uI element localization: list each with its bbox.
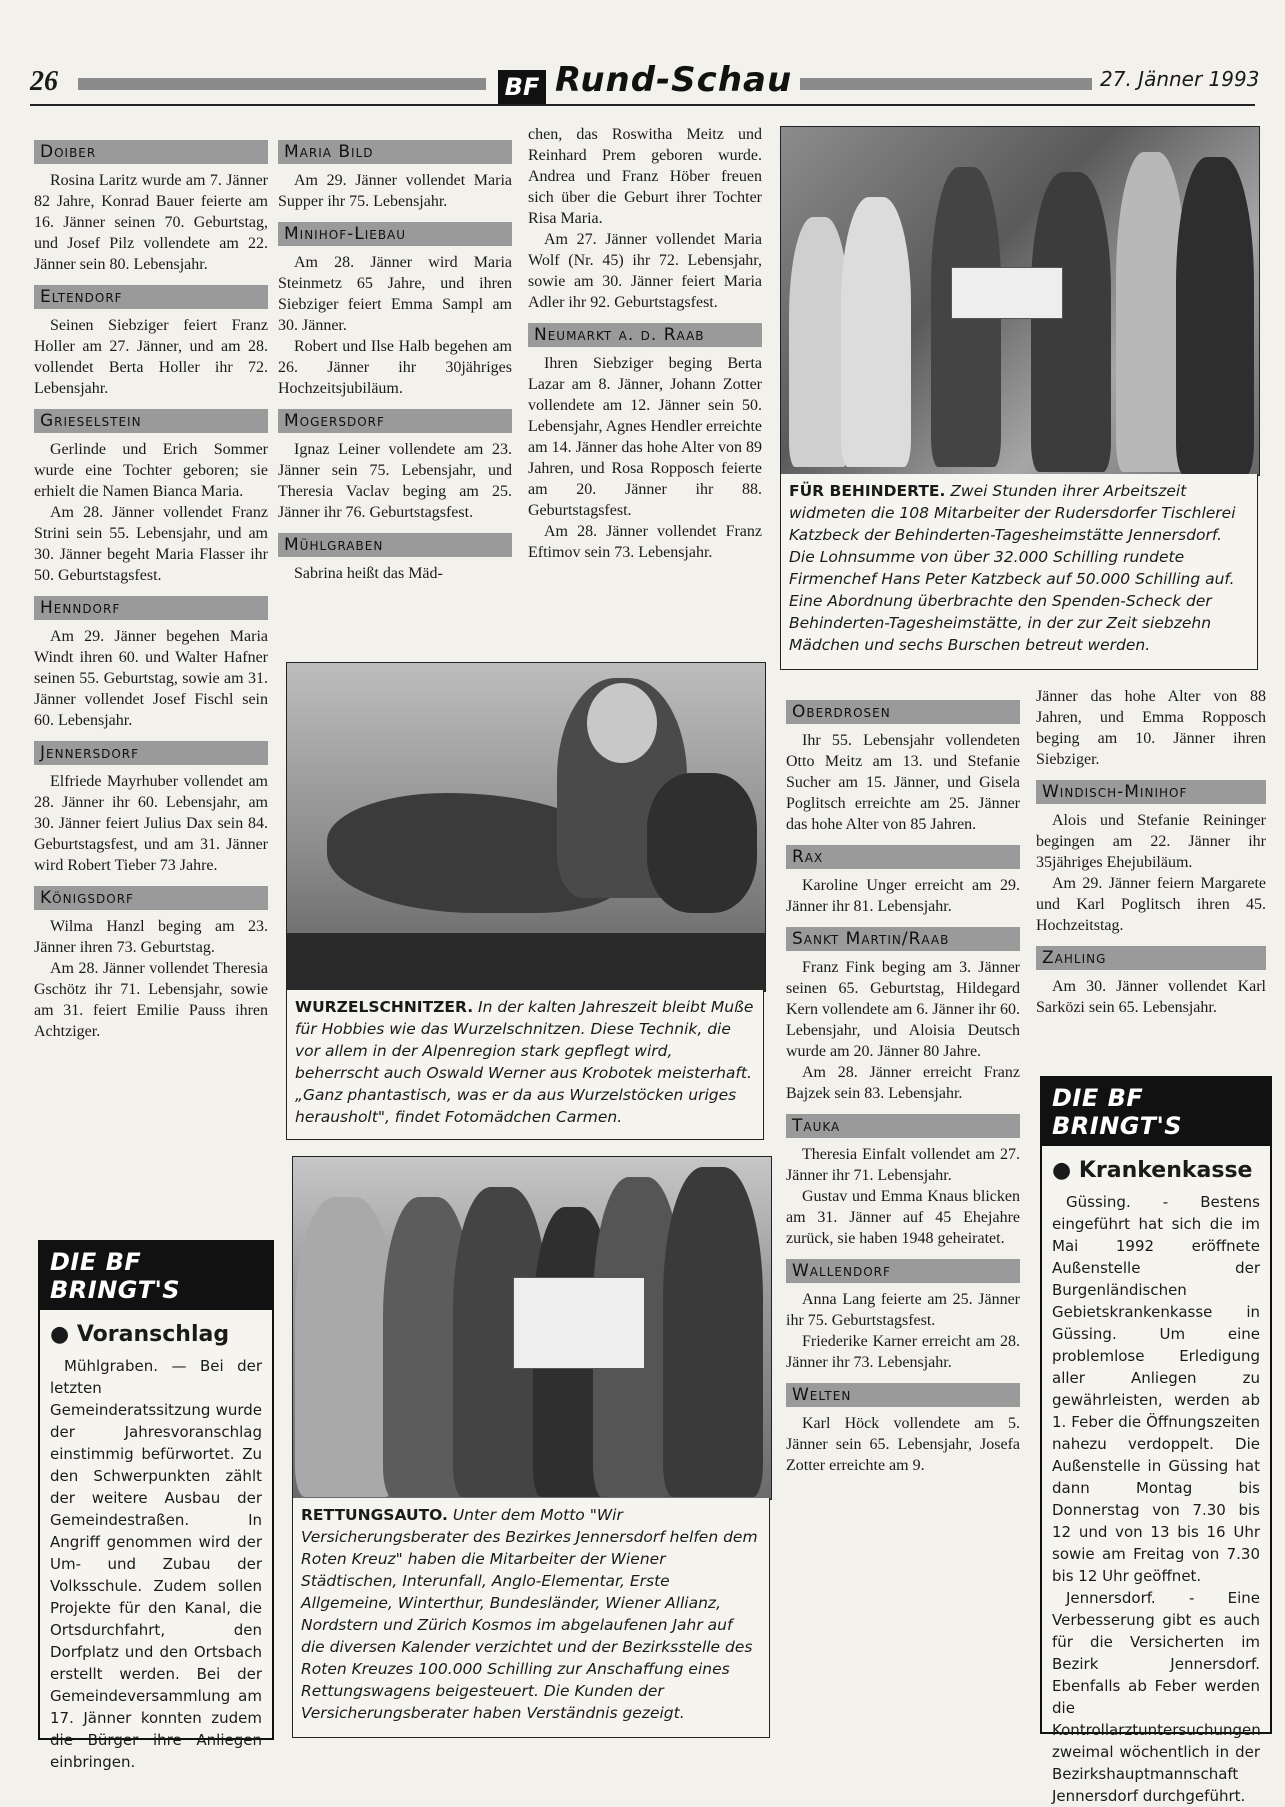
section-heading: Henndorf (34, 596, 268, 620)
caption-rettungsauto (292, 1498, 770, 1738)
section-heading: Jennersdorf (34, 741, 268, 765)
bf-logo: BF (498, 70, 546, 104)
paragraph: Am 28. Jänner vollendet Franz Strini sein 55. Lebensjahr, und am 30. Jänner begeht Maria Flasser ihr 50. Geburtstagsfest. (34, 504, 268, 584)
section-heading: Windisch-Minihof (1036, 780, 1266, 804)
section-heading: Eltendorf (34, 285, 268, 309)
paragraph: Ihr 55. Lebensjahr vollendeten Otto Meitz am 13. und Stefanie Sucher am 15. Jänner, und Gisela Poglitsch erreichte am 25. Jänner das hohe Alter von 85 Jahren. (786, 732, 1020, 833)
paragraph: Am 28. Jänner erreicht Franz Bajzek sein 83. Lebensjahr. (786, 1064, 1020, 1102)
caption-lead: WURZELSCHNITZER. (295, 998, 474, 1016)
header-line (30, 104, 1255, 106)
paragraph: Robert und Ilse Halb begehen am 26. Jänner ihr 30jähriges Hochzeitsjubiläum. (278, 338, 512, 397)
section-heading: Welten (786, 1383, 1020, 1407)
paragraph: Sabrina heißt das Mäd- (294, 565, 443, 582)
paragraph: Friederike Karner erreicht am 28. Jänner ihr 73. Lebensjahr. (786, 1333, 1020, 1371)
paragraph: chen, das Roswitha Meitz und Reinhard Prem geboren wurde. Andrea und Franz Höber freuen sich über die Geburt ihrer Tochter Risa Maria. (528, 126, 762, 227)
box-header: DIE BF BRINGT'S (40, 1242, 272, 1310)
photo-check-handover (780, 126, 1260, 476)
box-body (1052, 1191, 1260, 1807)
paragraph: Franz Fink beging am 3. Jänner seinen 65. Geburtstag, Hildegard Kern vollendete am 6. Jänner ihr 60. Lebensjahr, und Aloisia Deutsch wurde am 20. Jänner 80 Jahre. (786, 959, 1020, 1060)
section-heading: Mogersdorf (278, 409, 512, 433)
caption-lead: FÜR BEHINDERTE. (789, 482, 946, 500)
box-title: ● Voranschlag (50, 1322, 230, 1347)
paragraph: Karl Höck vollendete am 5. Jänner sein 65. Lebensjahr, Josefa Zotter erreichte am 9. (786, 1415, 1020, 1474)
paragraph: Am 30. Jänner vollendet Karl Sarközi sein 65. Lebensjahr. (1036, 978, 1266, 1016)
column-1 (34, 130, 268, 1042)
paragraph: Am 28. Jänner vollendet Franz Eftimov sein 73. Lebensjahr. (528, 523, 762, 561)
column-3 (528, 124, 762, 563)
paragraph: Am 28. Jänner vollendet Theresia Gschötz ihr 71. Lebensjahr, sowie am 31. feiert Emilie Pauss ihren Achtziger. (34, 960, 268, 1040)
paragraph: Anna Lang feierte am 25. Jänner ihr 75. Geburtstagsfest. (786, 1291, 1020, 1329)
paragraph: Gustav und Emma Knaus blicken am 31. Jänner auf 45 Ehejahre zurück, sie haben 1948 geheiratet. (786, 1188, 1020, 1247)
paragraph: Am 29. Jänner begehen Maria Windt ihren 60. und Walter Hafner seinen 55. Geburtstag, sowie am 31. Jänner vollendet Josef Fischl sein 60. Lebensjahr. (34, 628, 268, 729)
cheque-image (951, 267, 1063, 319)
box-title: ● Krankenkasse (1052, 1158, 1253, 1183)
news-box-krankenkasse (1040, 1076, 1272, 1805)
paragraph: Elfriede Mayrhuber vollendet am 28. Jänner ihr 60. Lebensjahr, am 30. Jänner feiert Julius Dax sein 84. Geburtstagsfest, und am 31. Jänner wird Robert Tieber 73 Jahre. (34, 773, 268, 874)
paragraph: Ignaz Leiner vollendete am 23. Jänner sein 75. Lebensjahr, und Theresia Vaclav beging am 25. Jänner ihr 76. Geburtstagsfest. (278, 441, 512, 521)
paragraph: Am 27. Jänner vollendet Maria Wolf (Nr. 45) ihr 72. Lebensjahr, sowie am 30. Jänner feiert Maria Adler ihr 92. Geburtstagsfest. (528, 231, 762, 311)
column-5 (1036, 686, 1266, 1018)
paragraph: Theresia Einfalt vollendet am 27. Jänner ihr 71. Lebensjahr. (786, 1146, 1020, 1184)
section-heading: Mühlgraben (278, 533, 512, 557)
header-rule-left (78, 78, 486, 90)
masthead: Rund-Schau (555, 60, 793, 100)
cheque-image (513, 1277, 645, 1369)
section-heading: Doiber (34, 140, 268, 164)
section-heading: Minihof-Liebau (278, 222, 512, 246)
box-body (50, 1355, 262, 1773)
paragraph: Wilma Hanzl beging am 23. Jänner ihren 73. Geburtstag. (34, 918, 268, 956)
box-header: DIE BF BRINGT'S (1042, 1078, 1270, 1146)
paragraph: Seinen Siebziger feiert Franz Holler am 27. Jänner, und am 28. vollendet Berta Holler ihr 72. Lebensjahr. (34, 317, 268, 397)
news-box-voranschlag (38, 1240, 274, 1771)
caption-wurzelschnitzer (286, 990, 764, 1140)
section-heading: Tauka (786, 1114, 1020, 1138)
column-2 (278, 130, 512, 584)
section-heading: Sankt Martin/Raab (786, 927, 1020, 951)
caption-text: Zwei Stunden ihrer Arbeitszeit widmeten die 108 Mitarbeiter der Rudersdorfer Tischlerei Katzbeck der Behinderten-Tagesheimstätte Jennersdorf. Die Lohnsumme von über 32.000 Schilling rundete Firmenchef Hans Peter Katzbeck auf 50.000 Schilling auf. Eine Abordnung überbrachte den Spenden-Scheck der Behinderten-Tagesheimstätte, in der zur Zeit siebzehn Mädchen und sechs Burschen betreut werden. (789, 482, 1236, 654)
photo-woodcarving (286, 662, 766, 992)
page-number: 26 (30, 66, 58, 97)
box-paragraph: Jennersdorf. - Eine Verbesserung gibt es auch für die Versicherten im Bezirk Jennersdorf. Ebenfalls ab Feber werden die Kontrollarztuntersuchungen zweimal wöchentlich in der Bezirkshauptmannschaft Jennersdorf durchgeführt. (1052, 1589, 1261, 1805)
section-heading: Maria Bild (278, 140, 512, 164)
paragraph: Ihren Siebziger beging Berta Lazar am 8. Jänner, Johann Zotter vollendete am 12. Jänner sein 50. Lebensjahr, Agnes Hendler erreichte am 14. Jänner das hohe Alter von 89 Jahren, und Rosa Ropposch feierte am 20. Jänner ihr 88. Geburtstagsfest. (528, 355, 762, 519)
paragraph: Gerlinde und Erich Sommer wurde eine Tochter geboren; sie erhielt die Namen Bianca Maria. (34, 441, 268, 500)
column-4 (786, 690, 1020, 1476)
section-heading: Königsdorf (34, 886, 268, 910)
paragraph: Karoline Unger erreicht am 29. Jänner ihr 81. Lebensjahr. (786, 877, 1020, 915)
paragraph: Jänner das hohe Alter von 88 Jahren, und Emma Ropposch beging am 10. Jänner ihren Siebziger. (1036, 688, 1266, 768)
photo-insurance-group (292, 1156, 772, 1500)
box-paragraph: Güssing. - Bestens eingeführt hat sich die im Mai 1992 eröffnete Außenstelle der Burgenländischen Gebietskrankenkasse in Güssing. Um eine problemlose Erledigung aller Anliegen zu gewährleisten, werden ab 1. Feber die Öffnungszeiten nahezu verdoppelt. Die Außenstelle in Güssing hat dann Montag bis Donnerstag von 7.30 bis 12 und von 13 bis 16 Uhr sowie am Freitag von 7.30 bis 12 Uhr geöffnet. (1052, 1193, 1260, 1585)
paragraph: Am 29. Jänner feiern Margarete und Karl Poglitsch ihren 45. Hochzeitstag. (1036, 875, 1266, 934)
section-heading: Zahling (1036, 946, 1266, 970)
header-rule-right (800, 78, 1092, 90)
paragraph: Am 28. Jänner wird Maria Steinmetz 65 Jahre, und ihren Siebziger feiert Emma Sampl am 30. Jänner. (278, 254, 512, 334)
caption-text: Unter dem Motto "Wir Versicherungsberater des Bezirkes Jennersdorf helfen dem Roten Kreuz" haben die Mitarbeiter der Wiener Städtischen, Interunfall, Anglo-Elementar, Erste Allgemeine, Winterthur, Bundesländer, Wiener Allianz, Nordstern und Zürich Kosmos im abgelaufenen Jahr auf die diversen Kalender verzichtet und der Bezirksstelle des Roten Kreuzes 100.000 Schilling zur Anschaffung eines Rettungswagens beigesteuert. Die Kunden der Versicherungsberater haben Verständnis gezeigt. (301, 1506, 758, 1722)
issue-date: 27. Jänner 1993 (1100, 67, 1260, 91)
caption-behinderte (780, 474, 1258, 670)
section-heading: Wallendorf (786, 1259, 1020, 1283)
section-heading: Rax (786, 845, 1020, 869)
section-heading: Neumarkt a. d. Raab (528, 323, 762, 347)
box-paragraph: Mühlgraben. — Bei der letzten Gemeinderatssitzung wurde der Jahresvoranschlag einstimmig befürwortet. Zu den Schwerpunkten zählt der weitere Ausbau der Gemeindestraßen. In Angriff genommen wird der Um- und Zubau der Volksschule. Zudem sollen Projekte für den Kanal, die Ortsdurchfahrt, den Dorfplatz und den Ortsbach erstellt werden. Bei der Gemeindeversammlung am 17. Jänner konnten zudem die Bürger ihre Anliegen einbringen. (50, 1357, 262, 1771)
paragraph: Am 29. Jänner vollendet Maria Supper ihr 75. Lebensjahr. (278, 172, 512, 210)
caption-lead: RETTUNGSAUTO. (301, 1506, 448, 1524)
section-heading: Grieselstein (34, 409, 268, 433)
section-heading: Oberdrosen (786, 700, 1020, 724)
caption-text: In der kalten Jahreszeit bleibt Muße für Hobbies wie das Wurzelschnitzen. Diese Technik, die vor allem in der Alpenregion stark gepflegt wird, beherrscht auch Oswald Werner aus Krobotek meisterhaft. „Ganz phantastisch, was er da aus Wurzelstöcken uriges herausholt", findet Fotomädchen Carmen. (295, 998, 754, 1126)
paragraph: Rosina Laritz wurde am 7. Jänner 82 Jahre, Konrad Bauer feierte am 16. Jänner seinen 70. Geburtstag, und Josef Pilz vollendete am 22. Jänner sein 80. Lebensjahr. (34, 172, 268, 273)
paragraph: Alois und Stefanie Reininger begingen am 22. Jänner ihr 35jähriges Ehejubiläum. (1036, 812, 1266, 871)
